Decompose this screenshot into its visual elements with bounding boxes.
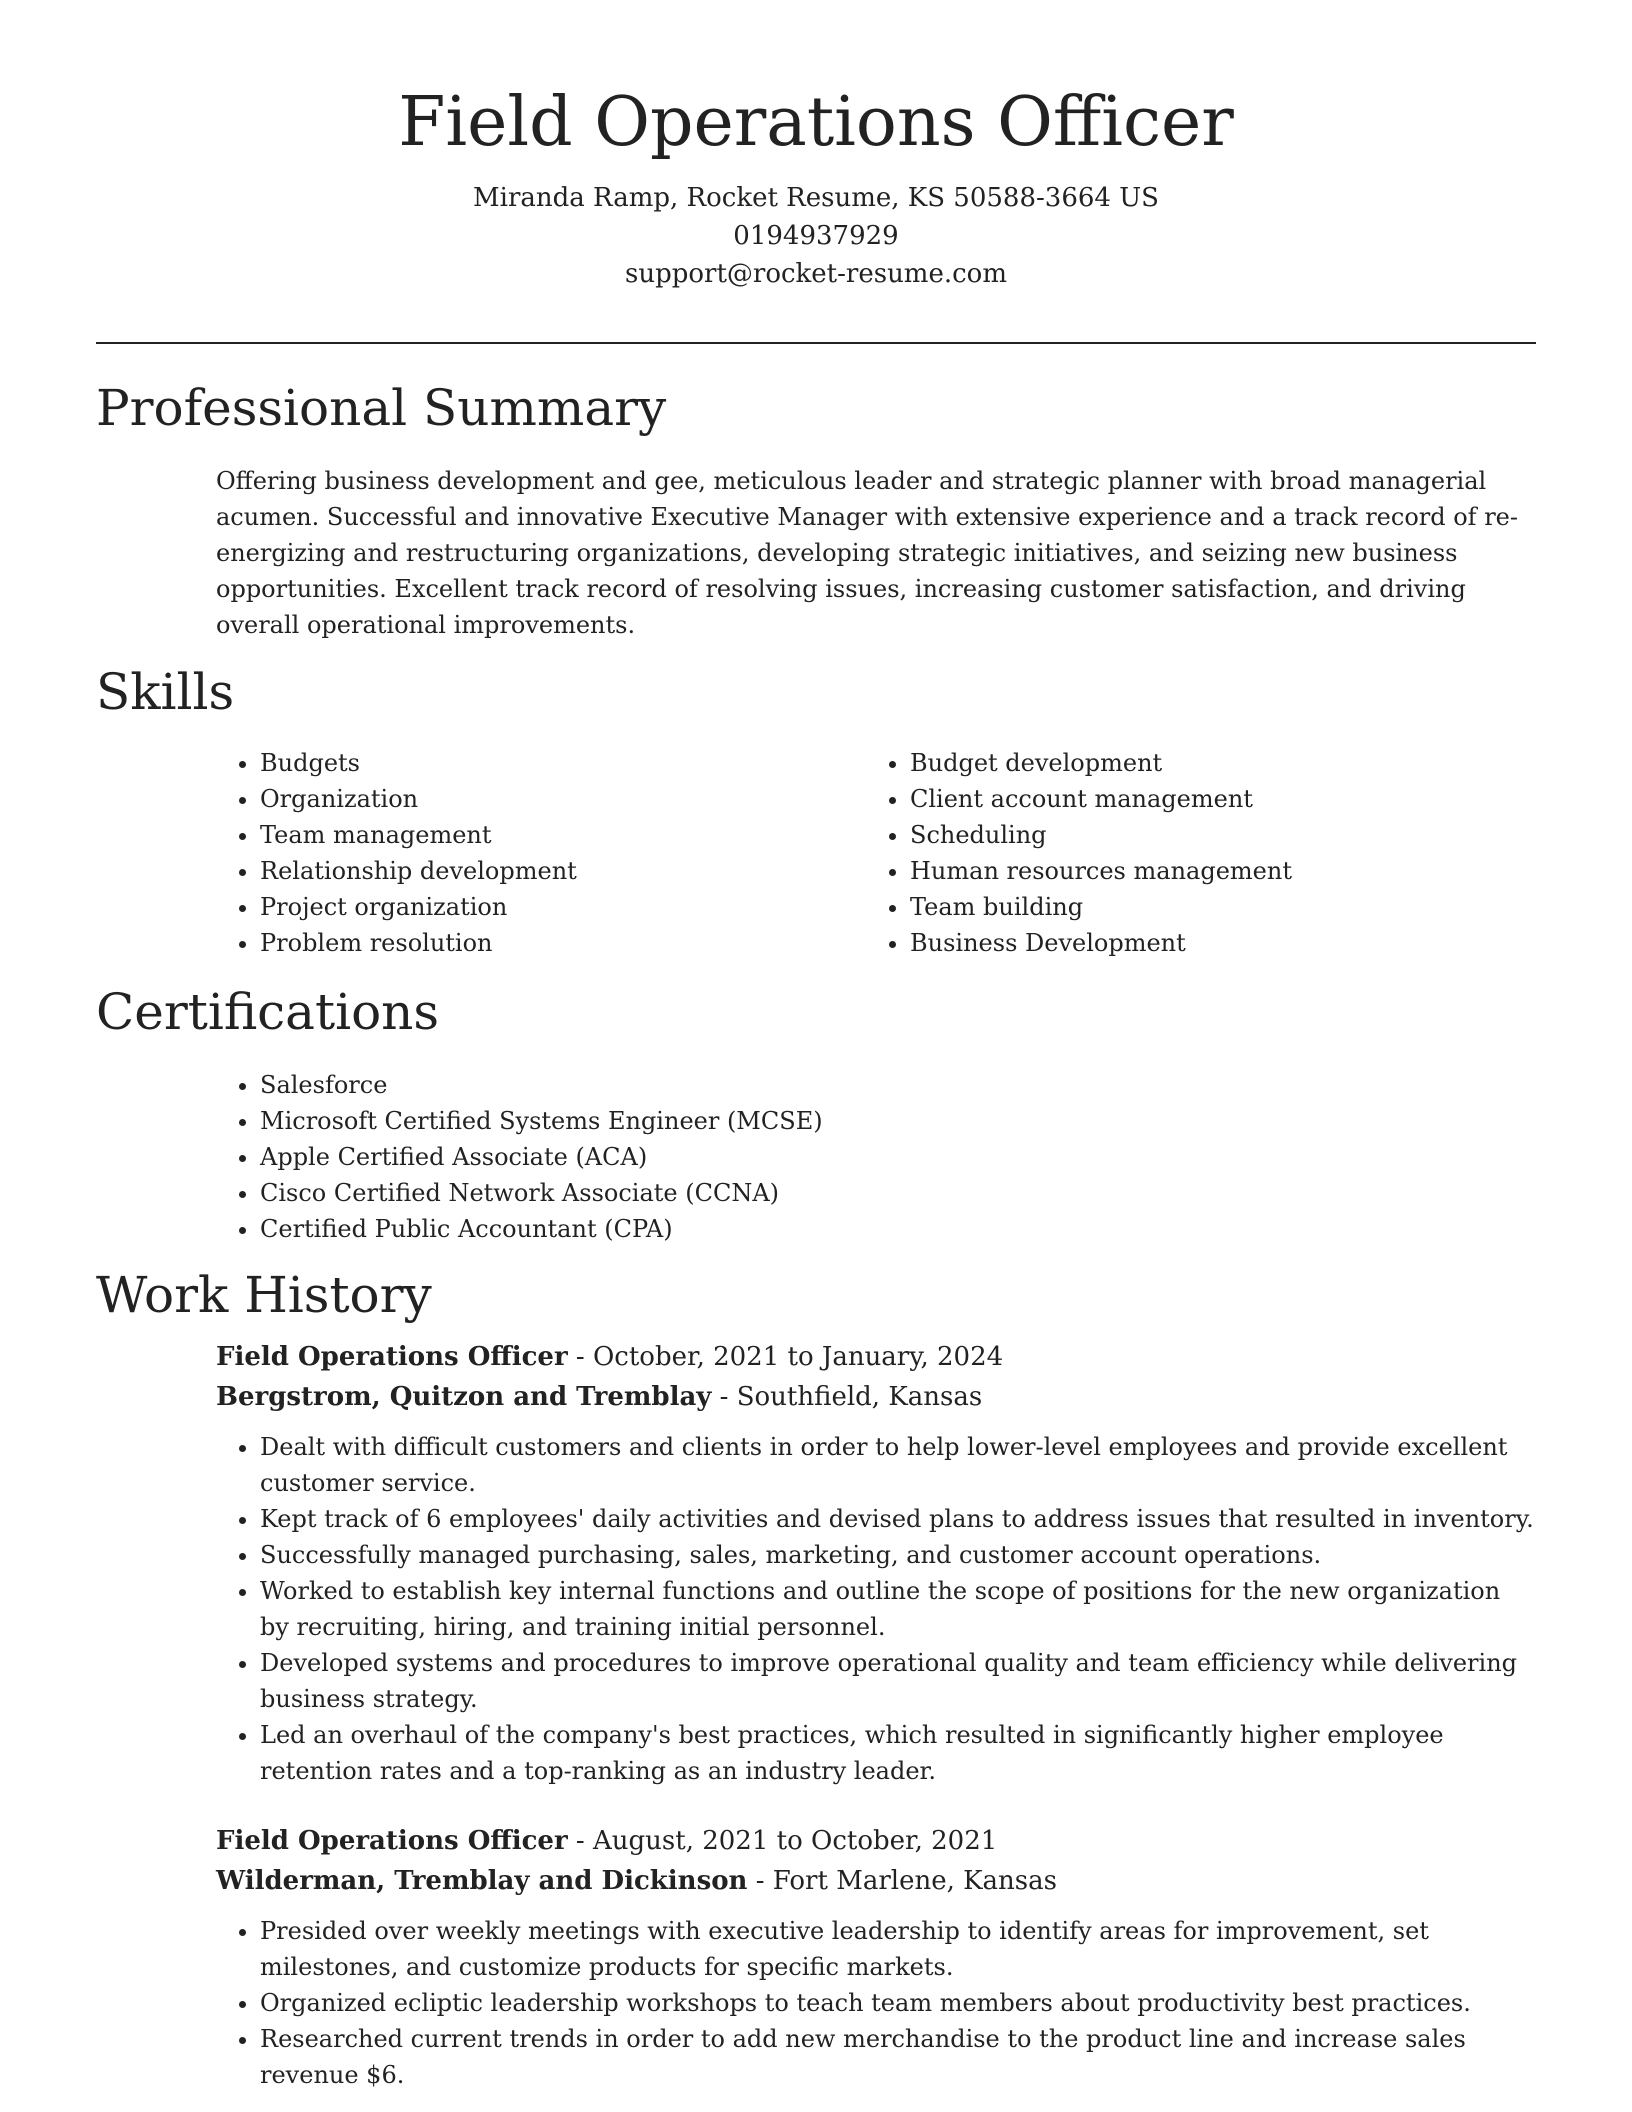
contact-phone: 0194937929: [733, 220, 899, 251]
contact-email: support@rocket-resume.com: [624, 258, 1007, 289]
job-company: Wilderman, Tremblay and Dickinson: [216, 1866, 748, 1896]
job-title: Field Operations Officer: [216, 1342, 568, 1372]
skill-item: • Relationship development: [260, 853, 866, 889]
job-title: Field Operations Officer: [216, 1826, 568, 1856]
skill-item: • Team building: [910, 889, 1516, 925]
job-bullets: [216, 1429, 1536, 1789]
skill-item: • Client account management: [910, 781, 1516, 817]
header-divider: [96, 342, 1536, 344]
job-title-line: [216, 1821, 1536, 1861]
job-dates: - August, 2021 to October, 2021: [567, 1826, 998, 1856]
job-company-line: [216, 1377, 1536, 1417]
contact-block: [0, 179, 1632, 293]
job-location: - Fort Marlene, Kansas: [747, 1866, 1057, 1896]
certification-item: • Apple Certified Associate (ACA): [260, 1139, 1536, 1175]
job-bullets: [216, 1913, 1536, 2093]
job-bullet: • Kept track of 6 employees' daily activities and devised plans to address issues that resulted in inventory.: [260, 1501, 1536, 1537]
skill-item: • Problem resolution: [260, 925, 866, 961]
summary-text: Offering business development and gee, meticulous leader and strategic planner with broad managerial acumen. Successful and innovative Executive Manager with extensive experience and a track record of re-energizing and restructuring organizations, developing strategic initiatives, and seizing new business opportunities. Excellent track record of resolving issues, increasing customer satisfaction, and driving overall operational improvements.: [216, 467, 1518, 639]
job-bullet: • Dealt with difficult customers and clients in order to help lower-level employees and provide excellent customer service.: [260, 1429, 1536, 1501]
certification-item: • Cisco Certified Network Associate (CCNA): [260, 1175, 1536, 1211]
job-company: Bergstrom, Quitzon and Tremblay: [216, 1382, 712, 1412]
skill-item: • Business Development: [910, 925, 1516, 961]
job-bullet: • Worked to establish key internal functions and outline the scope of positions for the new organization by recruiting, hiring, and training initial personnel.: [260, 1573, 1536, 1645]
job-bullet: • Successfully managed purchasing, sales, marketing, and customer account operations.: [260, 1537, 1536, 1573]
certification-item: • Salesforce: [260, 1067, 1536, 1103]
skills-list: [216, 745, 1536, 961]
job-location: - Southfield, Kansas: [711, 1382, 983, 1412]
job-bullet: • Researched current trends in order to add new merchandise to the product line and increase sales revenue $6.: [260, 2021, 1536, 2093]
resume-title: Field Operations Officer: [398, 83, 1234, 162]
job-bullet: • Presided over weekly meetings with executive leadership to identify areas for improvement, set milestones, and customize products for specific markets.: [260, 1913, 1536, 1985]
job-entry: [216, 1821, 1536, 2093]
certification-item: • Microsoft Certified Systems Engineer (MCSE): [260, 1103, 1536, 1139]
resume-header: [0, 0, 1632, 293]
skill-item: • Scheduling: [910, 817, 1516, 853]
skills-heading: Skills: [96, 663, 235, 721]
skills-column-left: [216, 745, 866, 961]
skill-item: • Project organization: [260, 889, 866, 925]
work-history-heading: Work History: [96, 1266, 432, 1324]
job-bullet: • Developed systems and procedures to improve operational quality and team efficiency while delivering business strategy.: [260, 1645, 1536, 1717]
job-bullet: • Organized ecliptic leadership workshops to teach team members about productivity best practices.: [260, 1985, 1536, 2021]
summary-heading: Professional Summary: [96, 379, 667, 437]
certifications-list: [216, 1067, 1536, 1247]
skill-item: • Human resources management: [910, 853, 1516, 889]
job-dates: - October, 2021 to January, 2024: [567, 1342, 1004, 1372]
skills-column-right: [866, 745, 1516, 961]
job-entry: [216, 1337, 1536, 1789]
certification-item: • Certified Public Accountant (CPA): [260, 1211, 1536, 1247]
skill-item: • Team management: [260, 817, 866, 853]
skill-item: • Budgets: [260, 745, 866, 781]
skill-item: • Budget development: [910, 745, 1516, 781]
certifications-heading: Certifications: [96, 983, 440, 1041]
job-title-line: [216, 1337, 1536, 1377]
contact-address: Miranda Ramp, Rocket Resume, KS 50588-3664 US: [473, 182, 1159, 213]
skill-item: • Organization: [260, 781, 866, 817]
job-company-line: [216, 1861, 1536, 1901]
job-bullet: • Led an overhaul of the company's best practices, which resulted in significantly higher employee retention rates and a top-ranking as an industry leader.: [260, 1717, 1536, 1789]
